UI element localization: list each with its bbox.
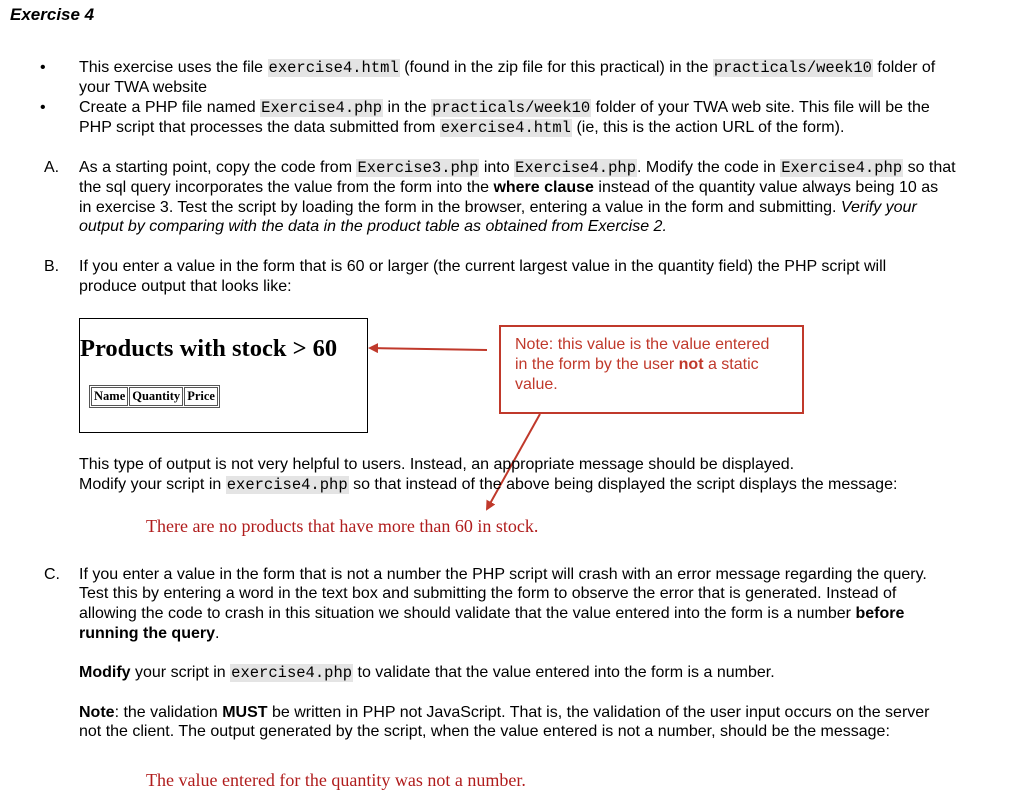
note-callout-text: Note: this value is the value entered in the form by the user not a static value. [515,336,770,393]
bullet-marker: • [40,99,46,116]
code-exercise4-html: exercise4.html [268,59,399,77]
arrow-to-heading [370,348,487,350]
bullet-1-line-1: This exercise uses the file exercise4.html (found in the zip file for this practical) in the practicals/week10 folder of [79,59,936,77]
exercise-title: Exercise 4 [10,5,95,24]
sample-column-header: Quantity [129,387,183,406]
bullet-2-line-1: Create a PHP file named Exercise4.php in the practicals/week10 folder of your TWA web site. This file will be the [79,99,930,117]
sample-output-heading: Products with stock > 60 [80,335,338,362]
section-c-modify-line: Modify your script in exercise4.php to validate that the value entered into the form is a number. [79,664,775,682]
section-b-line-1: If you enter a value in the form that is 60 or larger (the current largest value in the quantity field) the PHP script will [79,258,887,275]
section-a-line-3: in exercise 3. Test the script by loading the form in the browser, entering a value in the form and submitting. Verify your [79,199,917,216]
bullet-1-line-2: your TWA website [79,79,208,96]
sample-column-header: Name [91,387,128,406]
section-c-note-line-1: Note: the validation MUST be written in PHP not JavaScript. That is, the validation of the user input occurs on the server [79,704,930,721]
code-practicals-week10: practicals/week10 [713,59,872,77]
code-exercise4-html: exercise4.html [440,119,571,137]
section-c-line-1: If you enter a value in the form that is not a number the PHP script will crash with an error message regarding the query. [79,566,927,583]
section-a-line-4: output by comparing with the data in the product table as obtained from Exercise 2. [79,218,667,235]
section-c-marker: C. [44,566,60,583]
sample-column-header: Price [184,387,218,406]
bullet-2-line-2: PHP script that processes the data submitted from exercise4.html (ie, this is the action URL of the form). [79,119,845,137]
section-c-line-2: Test this by entering a word in the text box and submitting the form to observe the error that is generated. Instead of [79,585,897,602]
section-c-line-3: allowing the code to crash in this situation we should validate that the value entered into the form is a number before [79,605,905,622]
no-products-message: There are no products that have more than 60 in stock. [146,516,539,536]
section-b-line-2: produce output that looks like: [79,278,292,295]
code-exercise4-php: Exercise4.php [515,159,637,177]
bullet-marker: • [40,59,46,76]
code-exercise4-php: Exercise4.php [261,99,383,117]
code-exercise3-php: Exercise3.php [357,159,479,177]
section-b-after-2: Modify your script in exercise4.php so that instead of the above being displayed the script displays the message: [79,476,898,494]
section-c-note-line-2: not the client. The output generated by the script, when the value entered is not a number, should be the message: [79,723,890,740]
section-b-after-1: This type of output is not very helpful to users. Instead, an appropriate message should be displayed. [79,456,795,473]
code-practicals-week10: practicals/week10 [432,99,591,117]
not-a-number-message: The value entered for the quantity was not a number. [146,770,526,790]
section-c-line-4: running the query. [79,625,220,642]
section-a-line-2: the sql query incorporates the value from the form into the where clause instead of the quantity value always being 10 as [79,179,939,196]
section-b-marker: B. [44,258,60,275]
section-a-marker: A. [44,159,60,176]
code-exercise4-php: exercise4.php [226,476,348,494]
code-exercise4-php: Exercise4.php [781,159,903,177]
section-a-line-1: As a starting point, copy the code from Exercise3.php into Exercise4.php. Modify the code in Exercise4.php so that [79,159,956,177]
code-exercise4-php: exercise4.php [231,664,353,682]
